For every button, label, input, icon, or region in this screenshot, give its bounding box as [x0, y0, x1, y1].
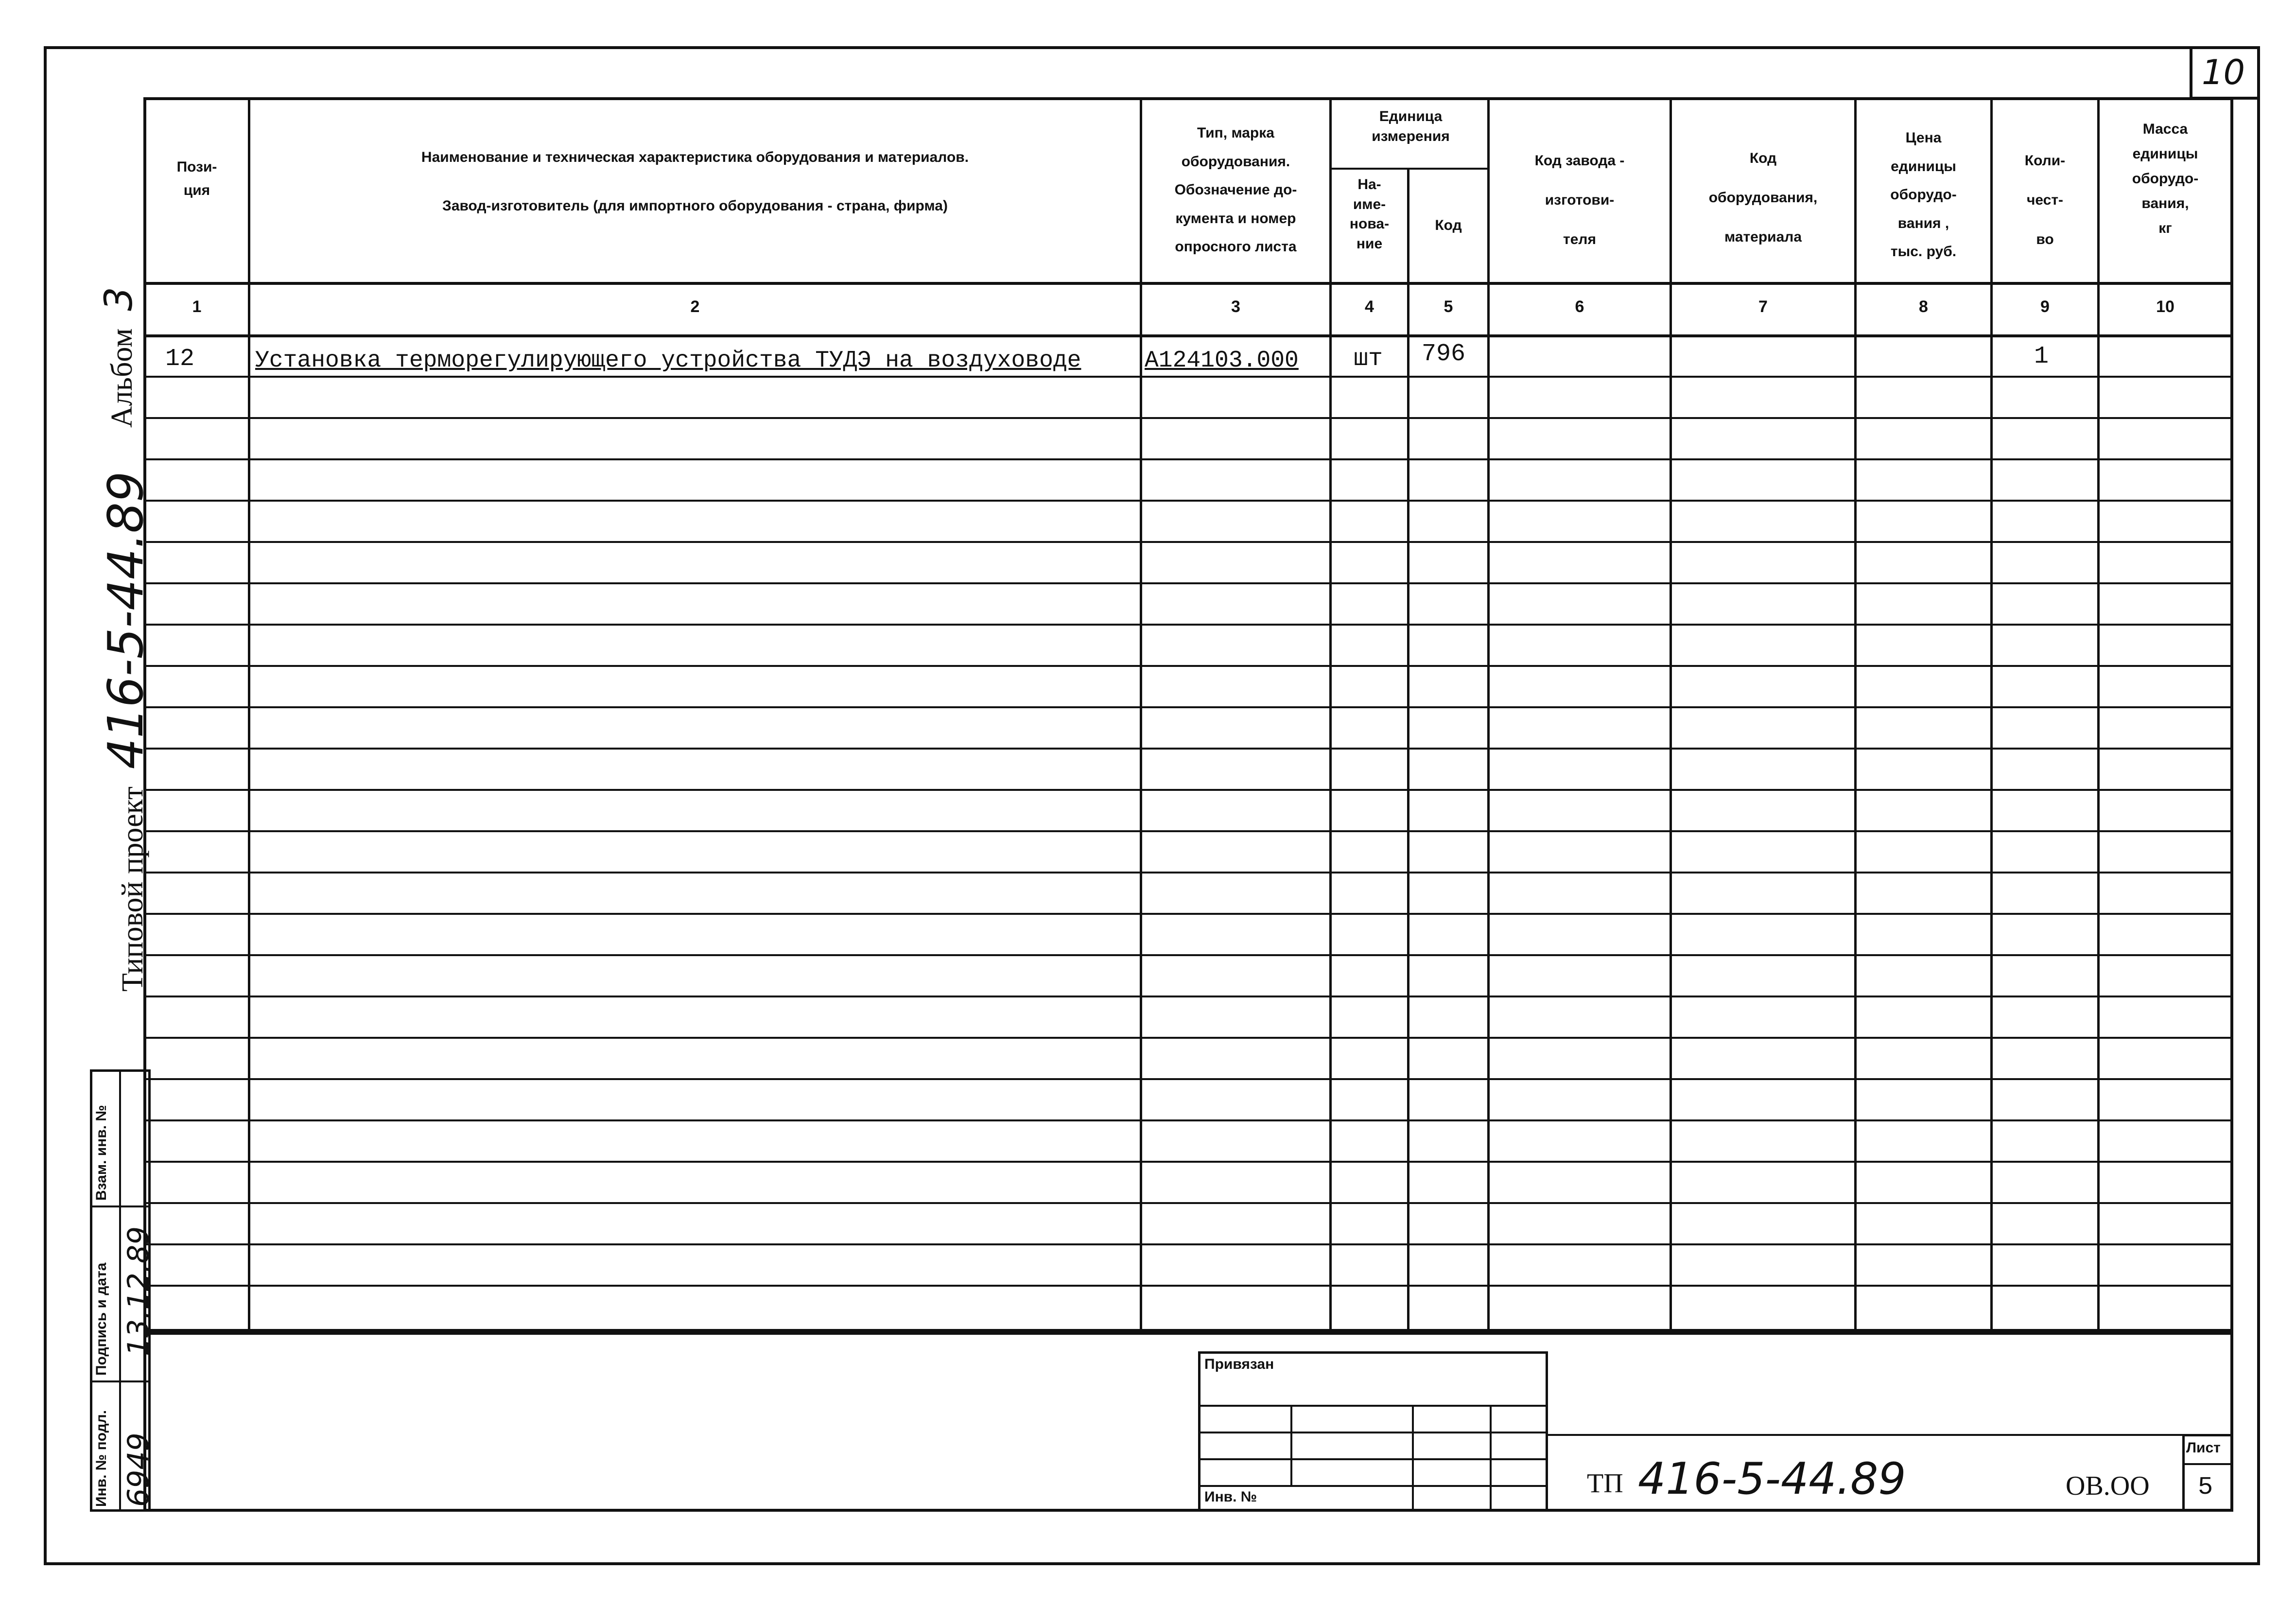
col-divider	[2097, 97, 2100, 1332]
col-divider	[1487, 97, 1490, 1332]
stamp-divider	[119, 1069, 121, 1512]
doc-suffix: ОВ.ОО	[2066, 1471, 2150, 1501]
column-number: 1	[192, 297, 202, 316]
header-bottom-line	[143, 282, 2233, 285]
col-divider	[1990, 97, 1993, 1332]
header-mass: Масса единицы оборудо- вания, кг	[2132, 121, 2199, 236]
sheet-label: Лист	[2186, 1440, 2221, 1456]
header-unit: Единица измерения	[1372, 108, 1450, 144]
privyazan-divider	[1198, 1485, 1548, 1487]
row-unit-code: 796	[1422, 340, 1466, 368]
header-quantity: Коли- чест- во	[2024, 153, 2066, 247]
col-divider	[1670, 97, 1672, 1332]
header-equipment-code: Код оборудования, материала	[1708, 150, 1818, 245]
stamp-sign-value: 13.12.89	[122, 1226, 156, 1356]
doc-prefix: ТП	[1587, 1468, 1623, 1499]
column-number: 5	[1444, 297, 1453, 316]
col-divider	[1854, 97, 1857, 1332]
privyazan-divider	[1198, 1405, 1548, 1407]
column-number: 3	[1231, 297, 1240, 316]
col-divider	[1407, 168, 1409, 1332]
column-number: 6	[1575, 297, 1584, 316]
stamp-inv-label: Инв. № подл.	[93, 1410, 109, 1507]
column-number: 4	[1365, 297, 1374, 316]
stamp-divider	[90, 1380, 151, 1382]
header-type: Тип, марка оборудования. Обозначение до- кумента и номер опросного листа	[1174, 125, 1297, 255]
column-number: 10	[2156, 297, 2174, 316]
inv-no-label: Инв. №	[1204, 1489, 1257, 1505]
row-quantity: 1	[2034, 343, 2049, 370]
page-number: 10	[2202, 52, 2245, 92]
privyazan-divider	[1490, 1405, 1492, 1512]
album-label: Альбом 3	[97, 287, 141, 428]
privyazan-divider	[1198, 1458, 1548, 1460]
header-plant-code: Код завода - изготови- теля	[1534, 153, 1625, 247]
stamp-inv-value: 6949	[122, 1432, 156, 1507]
header-price: Цена единицы оборудо- вания , тыс. руб.	[1890, 130, 1957, 260]
header-unit-code: Код	[1435, 217, 1462, 233]
col-divider	[1140, 97, 1142, 1332]
column-number: 7	[1758, 297, 1768, 316]
privyazan-divider	[1290, 1405, 1292, 1485]
privyazan-divider	[1412, 1405, 1414, 1512]
header-position: Пози- ция	[176, 159, 217, 198]
sheet-value: 5	[2198, 1473, 2213, 1502]
col-divider	[1329, 97, 1332, 1332]
header-unit-name: На- име- нова- ние	[1349, 176, 1390, 252]
title-divider	[1548, 1434, 2233, 1436]
colnum-bottom-line	[143, 334, 2233, 337]
privyazan-label: Привязан	[1204, 1356, 1274, 1372]
header-name-line1: Наименование и техническая характеристика оборудования и материалов.	[421, 149, 969, 165]
column-number: 8	[1919, 297, 1928, 316]
project-label: Типовой проект 416-5-44.89	[97, 471, 154, 992]
col-divider	[248, 97, 250, 1332]
unit-split-line	[1329, 168, 1490, 170]
header-name-line2: Завод-изготовитель (для импортного оборудования - страна, фирма)	[442, 198, 948, 214]
row-position: 12	[165, 345, 195, 373]
doc-number: 416-5-44.89	[1638, 1453, 1906, 1504]
column-number: 2	[690, 297, 700, 316]
row-type: А124103.000	[1145, 348, 1299, 374]
column-number: 9	[2040, 297, 2050, 316]
sheet-divider	[2182, 1463, 2233, 1465]
privyazan-divider	[1198, 1432, 1548, 1433]
stamp-sign-label: Подпись и дата	[93, 1262, 109, 1376]
row-name: Установка терморегулирующего устройства ТУДЭ на воздуховоде	[255, 348, 1081, 374]
title-block	[143, 1332, 2233, 1512]
stamp-divider	[90, 1205, 151, 1207]
row-unit-name: шт	[1354, 345, 1383, 373]
stamp-vzam-label: Взам. инв. №	[93, 1105, 109, 1201]
